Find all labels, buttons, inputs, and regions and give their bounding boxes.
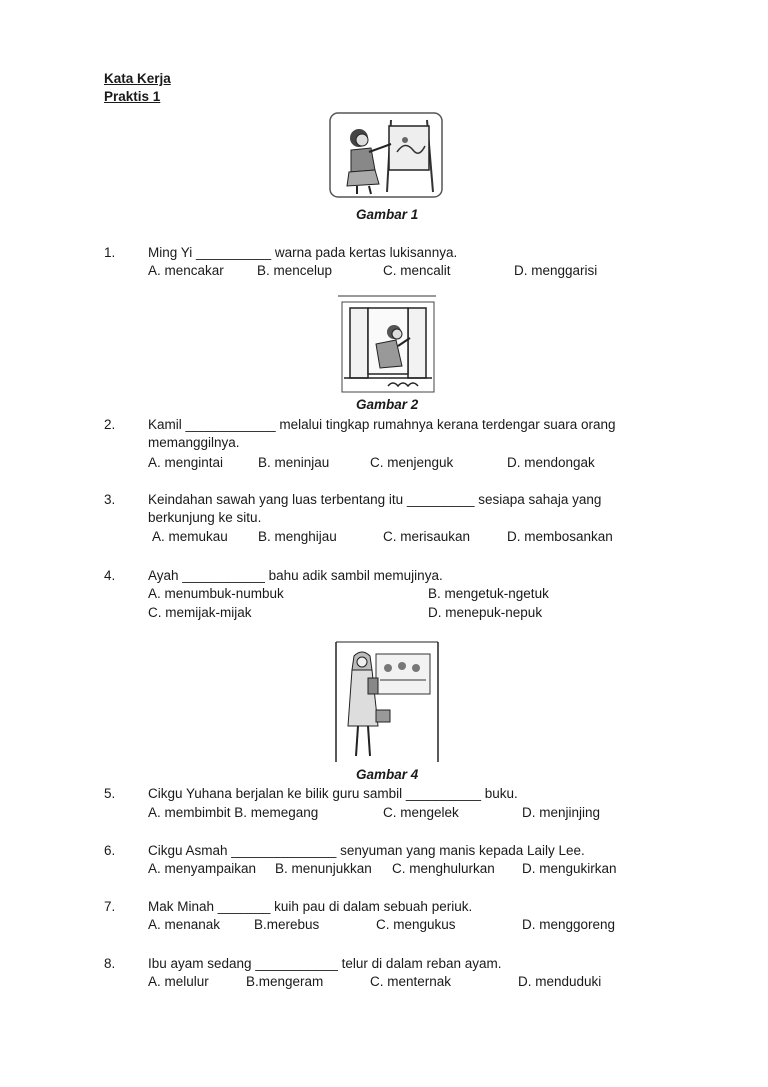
option-c: C. menghulurkan (392, 861, 495, 876)
question-number: 6. (104, 843, 116, 858)
figure-1-image (329, 112, 443, 198)
option-c: C. memijak-mijak (148, 605, 252, 620)
option-b: B. menunjukkan (275, 861, 372, 876)
option-b: B. menghijau (258, 529, 337, 544)
figure-2-image (338, 294, 438, 394)
question-text: Keindahan sawah yang luas terbentang itu _________ sesiapa sahaja yang (148, 492, 602, 507)
option-b: B. mencelup (257, 263, 333, 278)
figure-4-caption: Gambar 4 (356, 767, 419, 782)
question-number: 1. (104, 245, 116, 260)
figure-4-image (326, 640, 442, 764)
question-number: 5. (104, 786, 116, 801)
question-text: Kamil ____________ melalui tingkap rumahnya kerana terdengar suara orang (148, 417, 616, 432)
figure-2-caption: Gambar 2 (356, 397, 419, 412)
option-a: A. menumbuk-numbuk (148, 586, 284, 601)
question-text: Mak Minah _______ kuih pau di dalam sebuah periuk. (148, 899, 473, 914)
question-text-continued: berkunjung ke situ. (148, 510, 262, 525)
option-d: D. mendongak (507, 455, 595, 470)
option-a: A. menanak (148, 917, 221, 932)
option-a: A. memukau (152, 529, 228, 544)
option-c: C. merisaukan (383, 529, 471, 544)
option-a: A. mencakar (148, 263, 224, 278)
option-d: D. menjinjing (522, 805, 601, 820)
question-text-continued: memanggilnya. (148, 435, 240, 450)
option-a: A. melulur (148, 974, 209, 989)
question-number: 4. (104, 568, 116, 583)
option-c: C. mengelek (383, 805, 459, 820)
option-c: C. menternak (370, 974, 452, 989)
worksheet-subtitle: Praktis 1 (104, 89, 161, 104)
option-c: C. mengukus (376, 917, 456, 932)
question-number: 8. (104, 956, 116, 971)
option-b: B. mengetuk-ngetuk (428, 586, 549, 601)
option-d: D. menggarisi (514, 263, 598, 278)
figure-1-caption: Gambar 1 (356, 207, 419, 222)
question-text: Ayah ___________ bahu adik sambil memujinya. (148, 568, 443, 583)
worksheet-title: Kata Kerja (104, 71, 171, 86)
option-b: B.mengeram (246, 974, 324, 989)
question-text: Cikgu Yuhana berjalan ke bilik guru sambil __________ buku. (148, 786, 518, 801)
option-d: D. mengukirkan (522, 861, 617, 876)
question-text: Cikgu Asmah ______________ senyuman yang manis kepada Laily Lee. (148, 843, 585, 858)
option-b: B. meninjau (258, 455, 330, 470)
question-number: 7. (104, 899, 116, 914)
option-b: B.merebus (254, 917, 320, 932)
option-a: A. menyampaikan (148, 861, 257, 876)
option-c: C. menjenguk (370, 455, 454, 470)
question-text: Ming Yi __________ warna pada kertas lukisannya. (148, 245, 458, 260)
question-number: 2. (104, 417, 116, 432)
question-number: 3. (104, 492, 116, 507)
option-a: A. mengintai (148, 455, 224, 470)
option-d: D. membosankan (507, 529, 613, 544)
option-a: A. membimbit B. memegang (148, 805, 319, 820)
question-text: Ibu ayam sedang ___________ telur di dalam reban ayam. (148, 956, 502, 971)
option-d: D. menggoreng (522, 917, 616, 932)
option-d: D. menepuk-nepuk (428, 605, 543, 620)
option-c: C. mencalit (383, 263, 451, 278)
option-d: D. menduduki (518, 974, 602, 989)
